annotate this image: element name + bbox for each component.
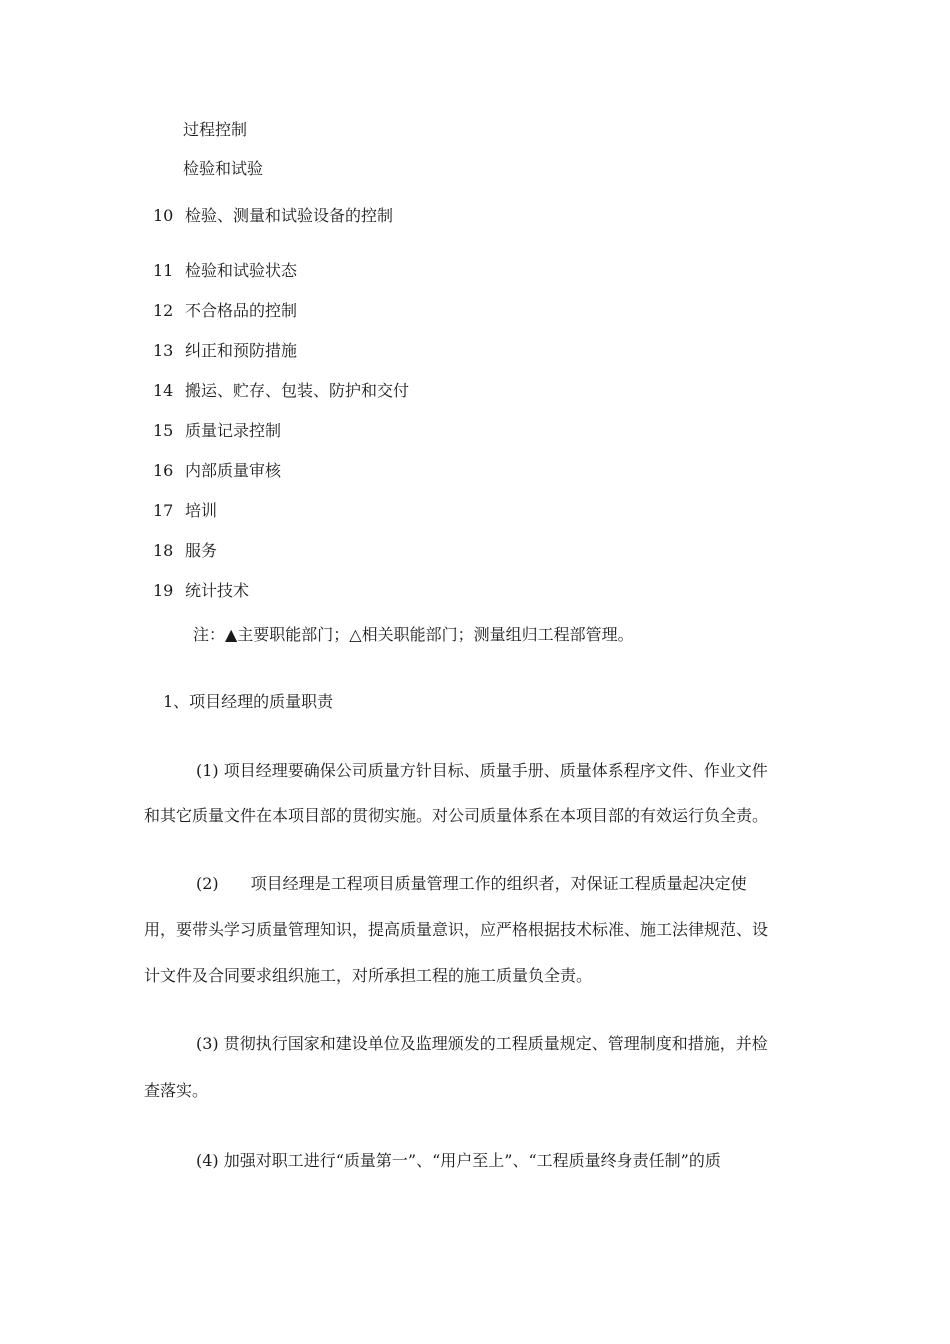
toc-text: 检验和试验状态 (185, 261, 298, 280)
toc-number: 18 (153, 541, 174, 560)
toc-number: 19 (153, 581, 174, 600)
toc-item-process-control: 过程控制 (183, 120, 248, 139)
toc-number: 16 (153, 461, 174, 480)
toc-item-13 (153, 341, 297, 361)
toc-item-10 (153, 206, 393, 226)
toc-item-12 (153, 301, 297, 321)
toc-text: 不合格品的控制 (185, 301, 298, 320)
toc-number: 10 (153, 206, 174, 225)
legend-note: 注：▲主要职能部门；△相关职能部门；测量组归工程部管理。 (193, 625, 634, 644)
toc-text: 质量记录控制 (185, 421, 282, 440)
toc-text: 统计技术 (185, 581, 250, 600)
paragraph-2-line-2: 用，要带头学习质量管理知识，提高质量意识，应严格根据技术标准、施工法律规范、设 (144, 920, 769, 939)
paragraph-3-line-2: 查落实。 (144, 1081, 209, 1100)
toc-number: 13 (153, 341, 174, 360)
toc-number: 14 (153, 381, 174, 400)
toc-item-15 (153, 421, 281, 441)
toc-item-18 (153, 541, 217, 561)
toc-number: 15 (153, 421, 174, 440)
toc-number: 12 (153, 301, 174, 320)
toc-text: 检验、测量和试验设备的控制 (185, 206, 394, 225)
toc-text: 服务 (185, 541, 218, 560)
toc-number: 17 (153, 501, 174, 520)
section-heading: 1、项目经理的质量职责 (163, 692, 334, 711)
toc-text: 内部质量审核 (185, 461, 282, 480)
toc-item-11 (153, 261, 297, 281)
toc-text: 纠正和预防措施 (185, 341, 298, 360)
paragraph-2-line-1: (2) 项目经理是工程项目质量管理工作的组织者，对保证工程质量起决定使 (196, 874, 747, 893)
toc-item-14 (153, 381, 409, 401)
toc-text: 培训 (185, 501, 218, 520)
paragraph-2-line-3: 计文件及合同要求组织施工，对所承担工程的施工质量负全责。 (144, 966, 593, 985)
toc-number: 11 (153, 261, 174, 280)
toc-item-19 (153, 581, 249, 601)
paragraph-1-line-1: (1) 项目经理要确保公司质量方针目标、质量手册、质量体系程序文件、作业文件 (196, 761, 768, 780)
toc-item-inspection-testing: 检验和试验 (183, 159, 264, 178)
toc-item-17 (153, 501, 217, 521)
paragraph-1-line-2: 和其它质量文件在本项目部的贯彻实施。对公司质量体系在本项目部的有效运行负全责。 (144, 806, 769, 825)
paragraph-4-line-1: (4) 加强对职工进行“质量第一”、“用户至上”、“工程质量终身责任制”的质 (196, 1151, 721, 1170)
toc-item-16 (153, 461, 281, 481)
paragraph-3-line-1: (3) 贯彻执行国家和建设单位及监理颁发的工程质量规定、管理制度和措施，并检 (196, 1034, 768, 1053)
toc-text: 搬运、贮存、包装、防护和交付 (185, 381, 410, 400)
